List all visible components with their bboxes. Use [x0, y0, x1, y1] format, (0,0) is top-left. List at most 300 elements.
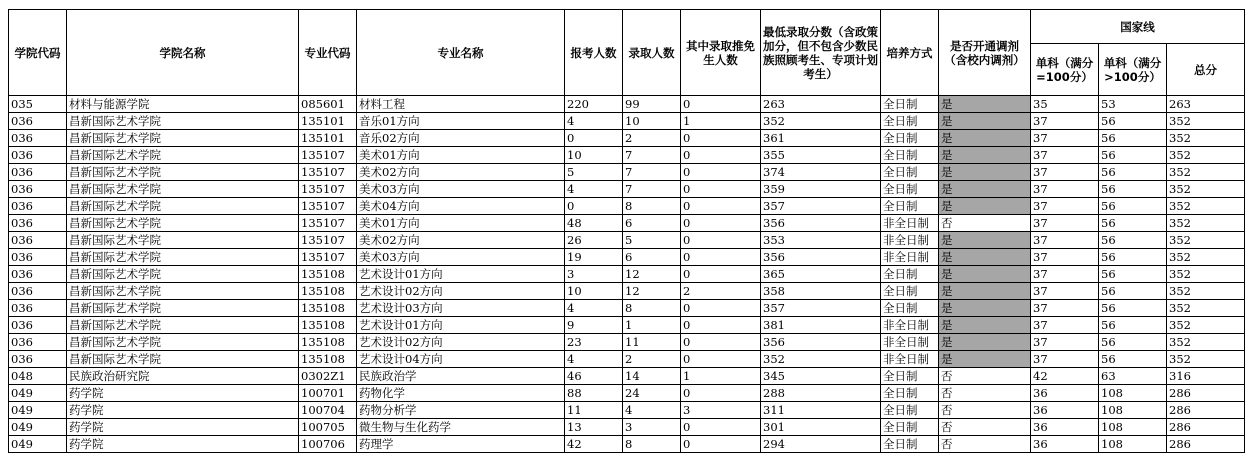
cell-total: 352: [1167, 198, 1245, 215]
cell-mode: 全日制: [881, 368, 939, 385]
cell-adjust: 是: [939, 351, 1031, 368]
cell-single-100: 42: [1031, 368, 1099, 385]
cell-mode: 全日制: [881, 436, 939, 453]
cell-college-code: 036: [9, 164, 67, 181]
cell-single-gt100: 56: [1099, 113, 1167, 130]
cell-exempt: 0: [681, 198, 761, 215]
cell-admitted: 99: [623, 96, 681, 113]
cell-mode: 非全日制: [881, 249, 939, 266]
cell-major-name: 美术02方向: [357, 232, 565, 249]
cell-applicants: 9: [565, 317, 623, 334]
cell-single-100: 37: [1031, 130, 1099, 147]
cell-exempt: 0: [681, 419, 761, 436]
cell-mode: 全日制: [881, 96, 939, 113]
cell-major-code: 135108: [299, 334, 357, 351]
cell-college-name: 昌新国际艺术学院: [67, 113, 299, 130]
cell-major-name: 材料工程: [357, 96, 565, 113]
cell-major-name: 美术04方向: [357, 198, 565, 215]
cell-adjust: 否: [939, 215, 1031, 232]
cell-total: 286: [1167, 385, 1245, 402]
cell-applicants: 46: [565, 368, 623, 385]
cell-college-name: 药学院: [67, 419, 299, 436]
cell-single-100: 36: [1031, 419, 1099, 436]
cell-major-code: 100706: [299, 436, 357, 453]
cell-major-name: 药理学: [357, 436, 565, 453]
cell-admitted: 6: [623, 215, 681, 232]
header-total: 总分: [1167, 44, 1245, 96]
table-row: [9, 181, 1245, 198]
table-row: [9, 283, 1245, 300]
cell-adjust: 是: [939, 130, 1031, 147]
cell-total: 352: [1167, 351, 1245, 368]
table-row: [9, 368, 1245, 385]
cell-admitted: 12: [623, 283, 681, 300]
cell-total: 352: [1167, 130, 1245, 147]
cell-college-code: 036: [9, 283, 67, 300]
cell-major-code: 135108: [299, 266, 357, 283]
cell-single-100: 37: [1031, 283, 1099, 300]
cell-total: 352: [1167, 249, 1245, 266]
cell-applicants: 42: [565, 436, 623, 453]
cell-major-name: 艺术设计04方向: [357, 351, 565, 368]
cell-single-gt100: 56: [1099, 232, 1167, 249]
cell-college-code: 036: [9, 300, 67, 317]
cell-applicants: 88: [565, 385, 623, 402]
cell-total: 352: [1167, 215, 1245, 232]
cell-mode: 全日制: [881, 300, 939, 317]
header-major-name: 专业名称: [357, 10, 565, 96]
cell-total: 286: [1167, 436, 1245, 453]
cell-college-name: 昌新国际艺术学院: [67, 351, 299, 368]
cell-exempt: 0: [681, 181, 761, 198]
table-row: [9, 317, 1245, 334]
cell-adjust: 是: [939, 334, 1031, 351]
cell-major-name: 美术01方向: [357, 147, 565, 164]
cell-exempt: 0: [681, 385, 761, 402]
cell-major-code: 100705: [299, 419, 357, 436]
cell-total: 352: [1167, 181, 1245, 198]
cell-major-code: 135107: [299, 249, 357, 266]
cell-mode: 全日制: [881, 266, 939, 283]
cell-applicants: 220: [565, 96, 623, 113]
cell-single-gt100: 56: [1099, 198, 1167, 215]
cell-admitted: 7: [623, 181, 681, 198]
cell-adjust: 是: [939, 283, 1031, 300]
cell-exempt: 0: [681, 130, 761, 147]
cell-exempt: 2: [681, 283, 761, 300]
cell-admitted: 7: [623, 164, 681, 181]
cell-admitted: 4: [623, 402, 681, 419]
cell-total: 316: [1167, 368, 1245, 385]
cell-admitted: 8: [623, 300, 681, 317]
cell-admitted: 2: [623, 351, 681, 368]
cell-applicants: 26: [565, 232, 623, 249]
cell-college-name: 昌新国际艺术学院: [67, 249, 299, 266]
cell-adjust: 是: [939, 147, 1031, 164]
table-row: [9, 130, 1245, 147]
cell-single-100: 37: [1031, 198, 1099, 215]
cell-single-100: 37: [1031, 232, 1099, 249]
cell-exempt: 0: [681, 300, 761, 317]
cell-college-name: 昌新国际艺术学院: [67, 147, 299, 164]
cell-single-gt100: 56: [1099, 164, 1167, 181]
cell-college-code: 036: [9, 351, 67, 368]
cell-major-name: 美术03方向: [357, 181, 565, 198]
cell-major-name: 艺术设计03方向: [357, 300, 565, 317]
cell-applicants: 13: [565, 419, 623, 436]
cell-exempt: 0: [681, 232, 761, 249]
cell-single-gt100: 56: [1099, 147, 1167, 164]
cell-college-code: 048: [9, 368, 67, 385]
cell-total: 263: [1167, 96, 1245, 113]
header-exempt: 其中录取推免生人数: [681, 10, 761, 96]
cell-major-name: 音乐02方向: [357, 130, 565, 147]
cell-single-100: 36: [1031, 436, 1099, 453]
cell-major-name: 艺术设计02方向: [357, 334, 565, 351]
cell-single-100: 37: [1031, 334, 1099, 351]
cell-min-score: 355: [761, 147, 881, 164]
table-row: [9, 436, 1245, 453]
cell-single-gt100: 108: [1099, 385, 1167, 402]
cell-total: 352: [1167, 147, 1245, 164]
header-major-code: 专业代码: [299, 10, 357, 96]
table-row: [9, 402, 1245, 419]
cell-total: 352: [1167, 334, 1245, 351]
cell-admitted: 8: [623, 436, 681, 453]
cell-exempt: 0: [681, 215, 761, 232]
cell-college-name: 昌新国际艺术学院: [67, 164, 299, 181]
table-row: [9, 232, 1245, 249]
cell-major-code: 135101: [299, 130, 357, 147]
cell-applicants: 10: [565, 283, 623, 300]
table-row: [9, 147, 1245, 164]
cell-admitted: 5: [623, 232, 681, 249]
cell-adjust: 是: [939, 96, 1031, 113]
cell-single-gt100: 56: [1099, 351, 1167, 368]
cell-major-code: 135107: [299, 215, 357, 232]
cell-applicants: 19: [565, 249, 623, 266]
cell-mode: 非全日制: [881, 232, 939, 249]
cell-major-code: 135108: [299, 283, 357, 300]
cell-college-name: 昌新国际艺术学院: [67, 130, 299, 147]
cell-total: 352: [1167, 283, 1245, 300]
table-row: [9, 164, 1245, 181]
cell-major-code: 135107: [299, 164, 357, 181]
table-body: [9, 96, 1245, 453]
cell-single-100: 37: [1031, 215, 1099, 232]
cell-major-name: 艺术设计02方向: [357, 283, 565, 300]
cell-total: 352: [1167, 300, 1245, 317]
cell-college-name: 昌新国际艺术学院: [67, 334, 299, 351]
cell-college-code: 036: [9, 198, 67, 215]
table-row: [9, 419, 1245, 436]
cell-major-name: 民族政治学: [357, 368, 565, 385]
cell-single-100: 37: [1031, 266, 1099, 283]
header-single-100: 单科（满分=100分）: [1031, 44, 1099, 96]
cell-admitted: 10: [623, 113, 681, 130]
cell-admitted: 12: [623, 266, 681, 283]
cell-min-score: 374: [761, 164, 881, 181]
header-applicants: 报考人数: [565, 10, 623, 96]
cell-single-100: 35: [1031, 96, 1099, 113]
cell-single-100: 37: [1031, 147, 1099, 164]
cell-admitted: 3: [623, 419, 681, 436]
cell-single-gt100: 56: [1099, 334, 1167, 351]
header-college-name: 学院名称: [67, 10, 299, 96]
cell-major-code: 135107: [299, 147, 357, 164]
cell-college-name: 药学院: [67, 385, 299, 402]
cell-college-code: 036: [9, 215, 67, 232]
header-single-gt100: 单科（满分>100分）: [1099, 44, 1167, 96]
cell-major-name: 美术01方向: [357, 215, 565, 232]
cell-major-code: 135101: [299, 113, 357, 130]
cell-college-code: 036: [9, 317, 67, 334]
admission-table: [8, 9, 1245, 453]
cell-college-name: 昌新国际艺术学院: [67, 215, 299, 232]
cell-applicants: 10: [565, 147, 623, 164]
cell-single-100: 37: [1031, 317, 1099, 334]
cell-min-score: 352: [761, 351, 881, 368]
cell-adjust: 是: [939, 181, 1031, 198]
cell-mode: 非全日制: [881, 351, 939, 368]
cell-single-gt100: 63: [1099, 368, 1167, 385]
cell-major-name: 微生物与生化药学: [357, 419, 565, 436]
table-row: [9, 215, 1245, 232]
cell-admitted: 24: [623, 385, 681, 402]
cell-applicants: 4: [565, 181, 623, 198]
cell-single-gt100: 56: [1099, 130, 1167, 147]
cell-college-name: 昌新国际艺术学院: [67, 198, 299, 215]
cell-single-gt100: 53: [1099, 96, 1167, 113]
cell-major-code: 135107: [299, 232, 357, 249]
cell-min-score: 311: [761, 402, 881, 419]
cell-exempt: 3: [681, 402, 761, 419]
cell-applicants: 4: [565, 351, 623, 368]
header-adjust: 是否开通调剂（含校内调剂）: [939, 10, 1031, 96]
cell-major-code: 100704: [299, 402, 357, 419]
cell-mode: 全日制: [881, 402, 939, 419]
cell-adjust: 否: [939, 419, 1031, 436]
cell-adjust: 是: [939, 164, 1031, 181]
cell-mode: 全日制: [881, 130, 939, 147]
cell-single-gt100: 108: [1099, 419, 1167, 436]
cell-major-code: 135107: [299, 181, 357, 198]
cell-adjust: 否: [939, 436, 1031, 453]
cell-min-score: 301: [761, 419, 881, 436]
cell-total: 352: [1167, 113, 1245, 130]
cell-college-name: 昌新国际艺术学院: [67, 266, 299, 283]
cell-single-gt100: 56: [1099, 266, 1167, 283]
cell-total: 352: [1167, 317, 1245, 334]
cell-single-100: 37: [1031, 181, 1099, 198]
cell-adjust: 是: [939, 300, 1031, 317]
cell-total: 352: [1167, 266, 1245, 283]
table-row: [9, 113, 1245, 130]
cell-admitted: 1: [623, 317, 681, 334]
cell-college-name: 药学院: [67, 436, 299, 453]
cell-admitted: 11: [623, 334, 681, 351]
cell-single-100: 37: [1031, 351, 1099, 368]
cell-exempt: 0: [681, 436, 761, 453]
cell-min-score: 263: [761, 96, 881, 113]
cell-single-gt100: 56: [1099, 215, 1167, 232]
cell-college-name: 药学院: [67, 402, 299, 419]
cell-college-name: 材料与能源学院: [67, 96, 299, 113]
cell-min-score: 356: [761, 334, 881, 351]
cell-college-code: 036: [9, 181, 67, 198]
cell-major-code: 085601: [299, 96, 357, 113]
cell-major-name: 艺术设计01方向: [357, 317, 565, 334]
cell-mode: 全日制: [881, 164, 939, 181]
cell-college-code: 036: [9, 113, 67, 130]
cell-mode: 全日制: [881, 113, 939, 130]
cell-major-name: 音乐01方向: [357, 113, 565, 130]
cell-mode: 非全日制: [881, 317, 939, 334]
cell-adjust: 否: [939, 368, 1031, 385]
cell-college-name: 昌新国际艺术学院: [67, 181, 299, 198]
cell-min-score: 357: [761, 300, 881, 317]
cell-admitted: 6: [623, 249, 681, 266]
cell-exempt: 0: [681, 266, 761, 283]
cell-college-code: 049: [9, 385, 67, 402]
cell-applicants: 4: [565, 300, 623, 317]
cell-min-score: 353: [761, 232, 881, 249]
cell-exempt: 0: [681, 96, 761, 113]
header-mode: 培养方式: [881, 10, 939, 96]
table-row: [9, 300, 1245, 317]
cell-college-code: 036: [9, 334, 67, 351]
cell-college-code: 049: [9, 419, 67, 436]
cell-min-score: 288: [761, 385, 881, 402]
cell-adjust: 是: [939, 317, 1031, 334]
cell-min-score: 294: [761, 436, 881, 453]
header-admitted: 录取人数: [623, 10, 681, 96]
cell-adjust: 是: [939, 113, 1031, 130]
cell-single-100: 37: [1031, 249, 1099, 266]
cell-single-gt100: 56: [1099, 181, 1167, 198]
cell-college-code: 035: [9, 96, 67, 113]
cell-admitted: 14: [623, 368, 681, 385]
cell-min-score: 381: [761, 317, 881, 334]
cell-college-name: 昌新国际艺术学院: [67, 300, 299, 317]
cell-applicants: 0: [565, 198, 623, 215]
cell-college-code: 036: [9, 249, 67, 266]
cell-major-name: 药物分析学: [357, 402, 565, 419]
cell-single-100: 36: [1031, 385, 1099, 402]
cell-exempt: 1: [681, 368, 761, 385]
cell-single-gt100: 56: [1099, 300, 1167, 317]
cell-min-score: 361: [761, 130, 881, 147]
cell-adjust: 是: [939, 266, 1031, 283]
cell-min-score: 365: [761, 266, 881, 283]
cell-major-name: 艺术设计01方向: [357, 266, 565, 283]
cell-min-score: 359: [761, 181, 881, 198]
cell-adjust: 是: [939, 249, 1031, 266]
cell-applicants: 48: [565, 215, 623, 232]
table-row: [9, 351, 1245, 368]
cell-min-score: 352: [761, 113, 881, 130]
cell-adjust: 是: [939, 232, 1031, 249]
cell-applicants: 3: [565, 266, 623, 283]
table-row: [9, 334, 1245, 351]
table-row: [9, 249, 1245, 266]
cell-college-code: 049: [9, 402, 67, 419]
cell-mode: 非全日制: [881, 215, 939, 232]
cell-applicants: 23: [565, 334, 623, 351]
cell-admitted: 2: [623, 130, 681, 147]
cell-college-name: 昌新国际艺术学院: [67, 232, 299, 249]
cell-exempt: 0: [681, 334, 761, 351]
cell-applicants: 11: [565, 402, 623, 419]
cell-single-gt100: 56: [1099, 317, 1167, 334]
cell-mode: 全日制: [881, 198, 939, 215]
cell-single-100: 36: [1031, 402, 1099, 419]
cell-min-score: 357: [761, 198, 881, 215]
cell-college-name: 民族政治研究院: [67, 368, 299, 385]
table-row: [9, 198, 1245, 215]
cell-major-code: 135107: [299, 198, 357, 215]
cell-applicants: 5: [565, 164, 623, 181]
header-national-line: 国家线: [1031, 10, 1245, 44]
cell-exempt: 0: [681, 351, 761, 368]
cell-min-score: 356: [761, 215, 881, 232]
cell-admitted: 8: [623, 198, 681, 215]
cell-total: 352: [1167, 164, 1245, 181]
cell-applicants: 4: [565, 113, 623, 130]
table-row: [9, 266, 1245, 283]
cell-applicants: 0: [565, 130, 623, 147]
cell-college-name: 昌新国际艺术学院: [67, 283, 299, 300]
cell-adjust: 否: [939, 402, 1031, 419]
cell-major-code: 135108: [299, 317, 357, 334]
cell-college-code: 036: [9, 130, 67, 147]
cell-college-code: 036: [9, 266, 67, 283]
cell-total: 286: [1167, 402, 1245, 419]
cell-single-100: 37: [1031, 164, 1099, 181]
cell-college-name: 昌新国际艺术学院: [67, 317, 299, 334]
header-min-score: 最低录取分数（含政策加分，但不包含少数民族照顾考生、专项计划考生）: [761, 10, 881, 96]
cell-exempt: 0: [681, 317, 761, 334]
cell-single-gt100: 56: [1099, 249, 1167, 266]
cell-total: 286: [1167, 419, 1245, 436]
cell-major-code: 100701: [299, 385, 357, 402]
table-row: [9, 385, 1245, 402]
cell-exempt: 0: [681, 249, 761, 266]
cell-single-gt100: 108: [1099, 402, 1167, 419]
cell-single-100: 37: [1031, 300, 1099, 317]
cell-mode: 全日制: [881, 147, 939, 164]
cell-admitted: 7: [623, 147, 681, 164]
cell-mode: 全日制: [881, 385, 939, 402]
cell-major-code: 135108: [299, 300, 357, 317]
cell-mode: 全日制: [881, 419, 939, 436]
cell-min-score: 345: [761, 368, 881, 385]
cell-exempt: 0: [681, 164, 761, 181]
cell-major-name: 药物化学: [357, 385, 565, 402]
cell-total: 352: [1167, 232, 1245, 249]
cell-college-code: 036: [9, 232, 67, 249]
table-row: [9, 96, 1245, 113]
cell-college-code: 036: [9, 147, 67, 164]
cell-mode: 全日制: [881, 283, 939, 300]
cell-major-name: 美术02方向: [357, 164, 565, 181]
cell-min-score: 356: [761, 249, 881, 266]
cell-exempt: 1: [681, 113, 761, 130]
cell-single-100: 37: [1031, 113, 1099, 130]
cell-min-score: 358: [761, 283, 881, 300]
cell-adjust: 否: [939, 385, 1031, 402]
cell-major-code: 0302Z1: [299, 368, 357, 385]
